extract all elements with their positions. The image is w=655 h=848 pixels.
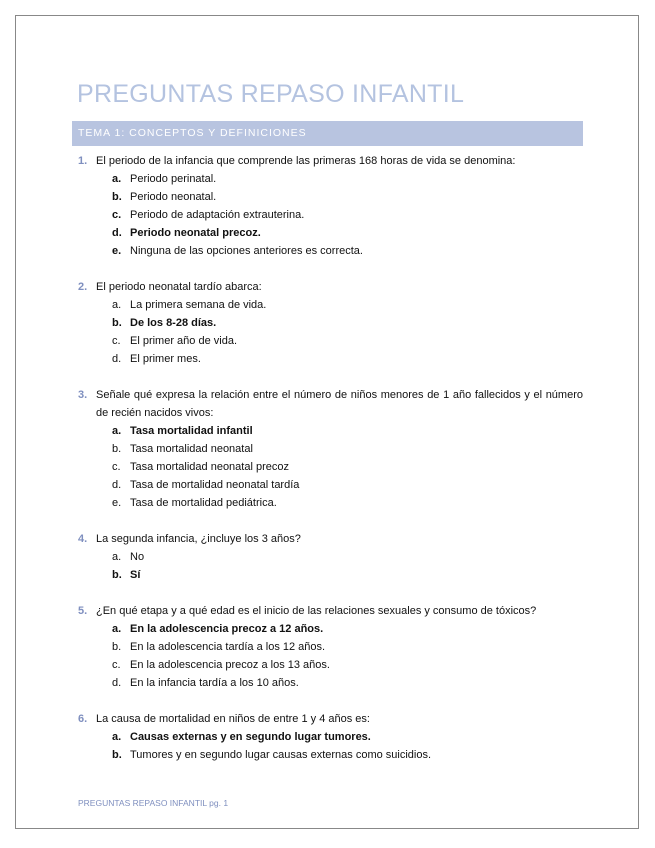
answer-option (112, 224, 583, 242)
option-letter: b. (112, 641, 122, 653)
option-letter: b. (112, 317, 122, 329)
option-text: Sí (130, 569, 141, 581)
option-text: Periodo de adaptación extrauterina. (130, 209, 305, 221)
question (78, 386, 583, 512)
answer-option (112, 620, 583, 638)
question-number: 4. (78, 533, 88, 545)
question-text: Señale qué expresa la relación entre el número de niños menores de 1 año fallecidos y el número de recién nacidos vivos: (96, 389, 583, 419)
option-letter: a. (112, 623, 122, 635)
answer-option (112, 638, 583, 656)
option-letter: a. (112, 551, 122, 563)
answer-option (112, 206, 583, 224)
option-text: Tumores y en segundo lugar causas externas como suicidios. (130, 749, 432, 761)
question (78, 602, 583, 692)
question-number: 1. (78, 155, 88, 167)
option-letter: b. (112, 749, 122, 761)
option-text: Periodo perinatal. (130, 173, 217, 185)
option-text: En la adolescencia precoz a los 13 años. (130, 659, 330, 671)
question (78, 710, 583, 764)
question-number: 6. (78, 713, 88, 725)
question-number: 2. (78, 281, 88, 293)
question-text: El periodo de la infancia que comprende las primeras 168 horas de vida se denomina: (96, 155, 516, 167)
option-text: En la adolescencia tardía a los 12 años. (130, 641, 326, 653)
answer-option (112, 188, 583, 206)
answer-option (112, 332, 583, 350)
page-footer: PREGUNTAS REPASO INFANTIL pg. 1 (78, 798, 229, 808)
answer-option (112, 746, 583, 764)
question-text: El periodo neonatal tardío abarca: (96, 281, 262, 293)
answer-option (112, 548, 583, 566)
option-text: En la adolescencia precoz a 12 años. (130, 623, 324, 635)
answer-option (112, 440, 583, 458)
option-text: Causas externas y en segundo lugar tumores. (130, 731, 371, 743)
answer-option (112, 242, 583, 260)
question-text: La segunda infancia, ¿incluye los 3 años? (96, 533, 301, 545)
option-letter: b. (112, 443, 122, 455)
answer-option (112, 350, 583, 368)
answer-option (112, 566, 583, 584)
option-letter: d. (112, 677, 122, 689)
option-text: En la infancia tardía a los 10 años. (130, 677, 299, 689)
option-letter: c. (112, 209, 122, 221)
question-number: 3. (78, 389, 88, 401)
answer-option (112, 494, 583, 512)
answer-option (112, 422, 583, 440)
option-letter: c. (112, 659, 121, 671)
option-letter: a. (112, 173, 122, 185)
section-title: TEMA 1: CONCEPTOS Y DEFINICIONES (78, 127, 307, 139)
option-text: No (130, 551, 145, 563)
answer-option (112, 476, 583, 494)
question (78, 278, 583, 368)
option-letter: e. (112, 497, 122, 509)
option-text: El primer año de vida. (130, 335, 237, 347)
option-text: Tasa de mortalidad neonatal tardía (130, 479, 300, 491)
answer-option (112, 170, 583, 188)
question (78, 152, 583, 260)
option-letter: c. (112, 461, 121, 473)
question-number: 5. (78, 605, 88, 617)
option-text: Tasa mortalidad neonatal (130, 443, 253, 455)
option-letter: d. (112, 479, 122, 491)
option-letter: a. (112, 731, 122, 743)
option-text: La primera semana de vida. (130, 299, 267, 311)
question (78, 530, 583, 584)
question-text: ¿En qué etapa y a qué edad es el inicio de las relaciones sexuales y consumo de tóxicos? (96, 605, 537, 617)
section-header (72, 121, 583, 146)
option-letter: b. (112, 569, 122, 581)
option-letter: a. (112, 299, 122, 311)
option-letter: e. (112, 245, 122, 257)
option-text: Periodo neonatal precoz. (130, 227, 261, 239)
option-text: El primer mes. (130, 353, 201, 365)
option-text: Ninguna de las opciones anteriores es correcta. (130, 245, 363, 257)
answer-option (112, 728, 583, 746)
answer-option (112, 656, 583, 674)
answer-option (112, 674, 583, 692)
option-text: Periodo neonatal. (130, 191, 217, 203)
question-text: La causa de mortalidad en niños de entre 1 y 4 años es: (96, 713, 370, 725)
document-title: PREGUNTAS REPASO INFANTIL (77, 80, 465, 108)
answer-option (112, 314, 583, 332)
option-letter: a. (112, 425, 122, 437)
option-text: De los 8-28 días. (130, 317, 217, 329)
option-letter: c. (112, 335, 121, 347)
answer-option (112, 458, 583, 476)
answer-option (112, 296, 583, 314)
option-letter: d. (112, 227, 122, 239)
option-text: Tasa de mortalidad pediátrica. (130, 497, 277, 509)
option-text: Tasa mortalidad infantil (130, 425, 253, 437)
option-text: Tasa mortalidad neonatal precoz (130, 461, 289, 473)
option-letter: b. (112, 191, 122, 203)
option-letter: d. (112, 353, 122, 365)
